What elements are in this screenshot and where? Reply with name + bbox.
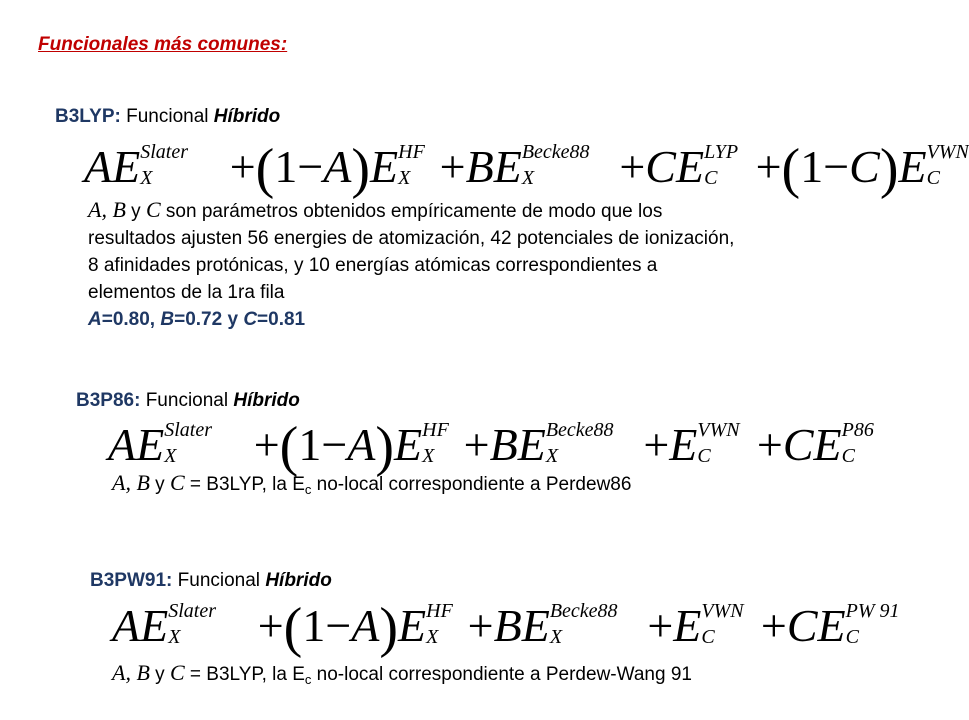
energy-term: E HF X [370, 141, 425, 192]
functional-kind: Híbrido [213, 106, 281, 127]
energy-term: E HF X [398, 600, 453, 651]
b3lyp-description: A, B y C son parámetros obtenidos empíricamente de modo que los resultados ajusten 56 energies de atomización, 42 potenciales de ionización, 8 afinidades protónicas, y 10 energías atómicas correspondientes a elementos de la 1ra fila A=0.80, B=0.72 y C=0.81 [88, 196, 734, 333]
energy-term: E VWN C [669, 419, 740, 470]
plus-operator: + [756, 419, 783, 470]
plus-operator: + [755, 141, 782, 192]
b3p86-heading [76, 390, 300, 412]
energy-term: E Slater X [140, 600, 216, 651]
energy-term: E VWN C [898, 141, 969, 192]
energy-term: E LYP C [675, 141, 739, 192]
energy-term: E VWN C [673, 600, 744, 651]
b3pw91-formula: AE Slater X +(1−A)E HF X +BE Becke88 X +E VWN C +CE PW 91 C [112, 597, 900, 659]
energy-term: E Becke88 X [493, 141, 590, 192]
plus-operator: + [229, 141, 256, 192]
plus-operator: + [619, 141, 646, 192]
plus-operator: + [439, 141, 466, 192]
energy-term: E Slater X [136, 419, 212, 470]
b3p86-description: A, B y C = B3LYP, la $E_c$ no-local correspondiente a Perdew86 [112, 470, 632, 497]
energy-term: E PW 91 C [817, 600, 900, 651]
b3pw91-heading [90, 570, 332, 592]
functional-name: B3LYP: [55, 106, 121, 127]
plus-operator: + [760, 600, 787, 651]
functional-name: B3P86: [76, 390, 141, 411]
b3p86-formula: AE Slater X +(1−A)E HF X +BE Becke88 X +E VWN C +CE P86 C [108, 416, 874, 478]
functional-kind-prefix: Funcional [177, 570, 261, 591]
functional-kind: Híbrido [265, 570, 332, 591]
plus-operator: + [467, 600, 494, 651]
functional-name: B3PW91: [90, 570, 173, 591]
functional-kind-prefix: Funcional [126, 106, 209, 127]
b3lyp-heading [55, 106, 280, 128]
plus-operator: + [643, 419, 670, 470]
b3lyp-parameter-values: A=0.80, B=0.72 y C=0.81 [88, 309, 306, 330]
energy-term: E Slater X [112, 141, 188, 192]
coefficient: A [84, 141, 113, 192]
b3pw91-description: A, B y C = B3LYP, la $E_c$ no-local correspondiente a Perdew-Wang 91 [112, 660, 692, 687]
plus-operator: + [647, 600, 674, 651]
plus-operator: + [257, 600, 284, 651]
page-title: Funcionales más comunes: [38, 34, 288, 55]
b3lyp-formula: AE Slater X +(1−A)E HF X +BE Becke88 X +CE LYP C +(1−C)E VWN C [84, 138, 969, 200]
plus-operator: + [463, 419, 490, 470]
energy-term: E HF X [394, 419, 449, 470]
functional-kind: Híbrido [233, 390, 300, 411]
functional-kind-prefix: Funcional [145, 390, 229, 411]
energy-term: E P86 C [813, 419, 874, 470]
energy-term: E Becke88 X [517, 419, 614, 470]
plus-operator: + [253, 419, 280, 470]
energy-term: E Becke88 X [521, 600, 618, 651]
